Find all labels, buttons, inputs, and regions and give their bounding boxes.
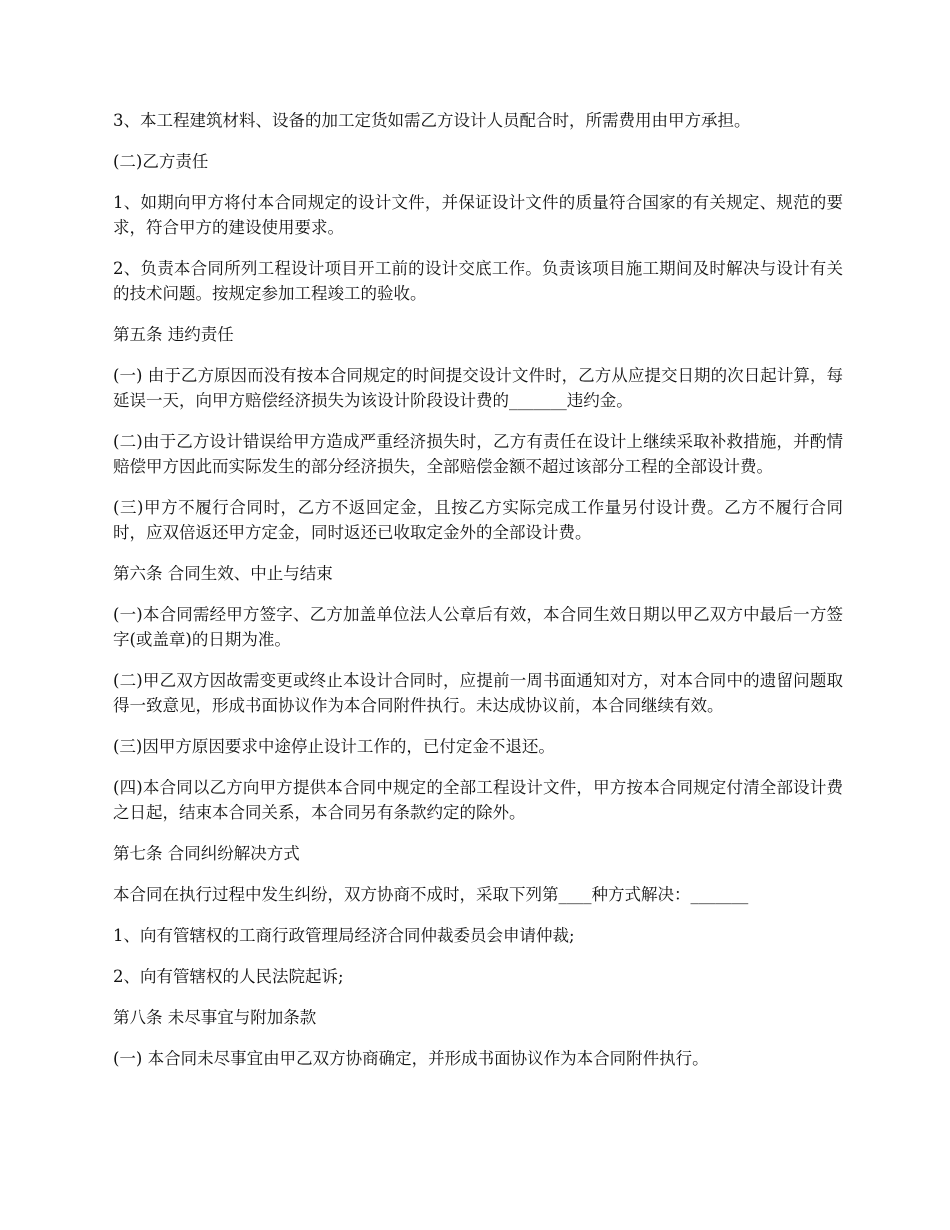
clause-delay-penalty: (一) 由于乙方原因而没有按本合同规定的时间提交设计文件时，乙方从应提交日期的次日起计算，每延误一天，向甲方赔偿经济损失为该设计阶段设计费的_______违约金。 xyxy=(113,366,843,410)
article-heading-7: 第七条 合同纠纷解决方式 xyxy=(113,844,300,863)
clause-effective-date: (一)本合同需经甲方签字、乙方加盖单位法人公章后有效，本合同生效日期以甲乙双方中最后一方签字(或盖章)的日期为准。 xyxy=(113,605,843,649)
clause-contract-breach-deposit: (三)甲方不履行合同时，乙方不返回定金，且按乙方实际完成工作量另付设计费。乙方不履行合同时，应双倍返还甲方定金，同时返还已收取定金外的全部设计费。 xyxy=(113,498,843,542)
clause-party-b-deliver-docs: 1、如期向甲方将付本合同规定的设计文件，并保证设计文件的质量符合国家的有关规定、规范的要求，符合甲方的建设使用要求。 xyxy=(113,193,843,237)
clause-stop-work: (三)因甲方原因要求中途停止设计工作的，已付定金不退还。 xyxy=(113,737,555,756)
clause-change-termination: (二)甲乙双方因故需变更或终止本设计合同时，应提前一周书面通知对方，对本合同中的遗留问题取得一致意见，形成书面协议作为本合同附件执行。未达成协议前，本合同继续有效。 xyxy=(113,671,843,715)
document-body xyxy=(113,108,843,1087)
article-heading-8: 第八条 未尽事宜与附加条款 xyxy=(113,1008,317,1027)
clause-party-a-materials: 3、本工程建筑材料、设备的加工定货如需乙方设计人员配合时，所需费用由甲方承担。 xyxy=(113,111,751,130)
clause-design-error: (二)由于乙方设计错误给甲方造成严重经济损失时，乙方有责任在设计上继续采取补救措施，并酌情赔偿甲方因此而实际发生的部分经济损失，全部赔偿金额不超过该部分工程的全部设计费。 xyxy=(113,432,843,476)
clause-court: 2、向有管辖权的人民法院起诉; xyxy=(113,967,344,986)
clause-supplementary: (一) 本合同未尽事宜由甲乙双方协商确定，并形成书面协议作为本合同附件执行。 xyxy=(113,1049,709,1068)
section-heading-party-b-duties: (二)乙方责任 xyxy=(113,152,209,171)
article-heading-5: 第五条 违约责任 xyxy=(113,325,234,344)
clause-contract-end: (四)本合同以乙方向甲方提供本合同中规定的全部工程设计文件，甲方按本合同规定付清全部设计费之日起，结束本合同关系，本合同另有条款约定的除外。 xyxy=(113,778,843,822)
clause-arbitration: 1、向有管辖权的工商行政管理局经济合同仲裁委员会申请仲裁; xyxy=(113,926,575,945)
clause-dispute-method: 本合同在执行过程中发生纠纷，双方协商不成时，采取下列第____种方式解决：_______ xyxy=(113,885,749,904)
clause-party-b-technical-support: 2、负责本合同所列工程设计项目开工前的设计交底工作。负责该项目施工期间及时解决与设计有关的技术问题。按规定参加工程竣工的验收。 xyxy=(113,259,843,303)
article-heading-6: 第六条 合同生效、中止与结束 xyxy=(113,564,333,583)
